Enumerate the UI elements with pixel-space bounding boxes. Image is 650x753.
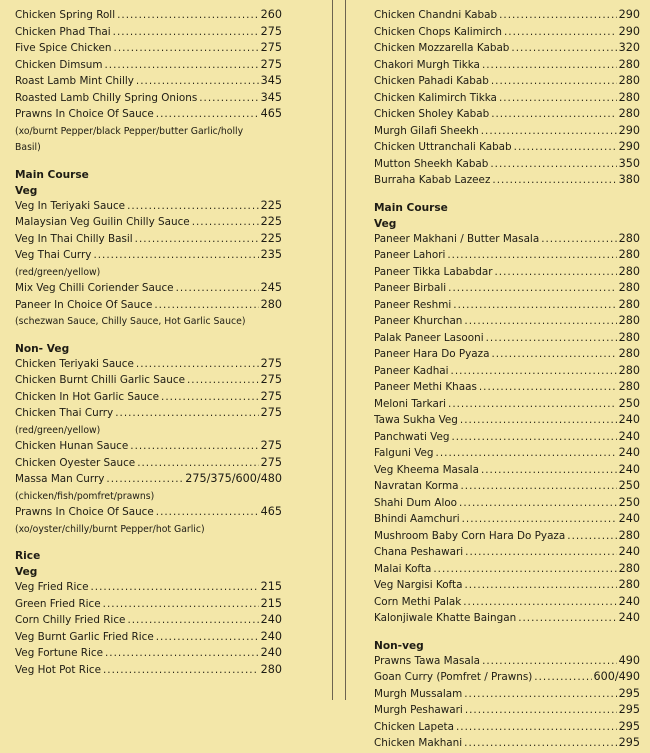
- item-price: 280: [618, 297, 640, 311]
- menu-item-roast-lamb-mint-chilly: [15, 74, 282, 91]
- item-name: Chicken Spring Roll: [15, 9, 116, 21]
- item-price: 240: [618, 512, 640, 525]
- section-gap: [15, 157, 282, 167]
- menu-item-prawns-in-choice-of-sauce: [15, 505, 282, 522]
- menu-item-chicken-chandni-kabab: [374, 8, 640, 25]
- item-name: Falguni Veg: [374, 447, 434, 459]
- dot-leader: [465, 704, 617, 716]
- item-name: Chicken Chandni Kabab: [374, 9, 498, 21]
- menu-item-chicken-pahadi-kabab: [374, 74, 640, 91]
- item-name: Goan Curry (Pomfret / Prawns): [374, 671, 533, 683]
- dot-leader: [106, 473, 183, 485]
- item-price: 345: [260, 90, 282, 104]
- item-price: 280: [618, 314, 640, 327]
- section-heading-rice: Rice: [15, 550, 41, 562]
- item-price: 280: [618, 264, 640, 278]
- menu-item-chicken-chops-kalimirch: [374, 25, 640, 42]
- dot-leader: [514, 141, 617, 153]
- dot-leader: [495, 266, 617, 278]
- item-name: Burraha Kabab Lazeez: [374, 174, 491, 186]
- menu-item-murgh-gilafi-sheekh: [374, 124, 640, 141]
- item-price: 250: [618, 479, 640, 492]
- item-name: Roasted Lamb Chilly Spring Onions: [15, 91, 198, 104]
- item-name: Corn Chilly Fried Rice: [15, 614, 126, 626]
- item-price: 290: [618, 8, 640, 21]
- item-name: Veg In Teriyaki Sauce: [15, 199, 126, 212]
- item-price: 350: [618, 156, 640, 170]
- item-price: 235: [260, 248, 282, 261]
- dot-leader: [136, 75, 259, 87]
- dot-leader: [464, 315, 616, 327]
- menu-item-paneer-reshmi: [374, 298, 640, 315]
- menu-item-falguni-veg: [374, 446, 640, 463]
- item-name: Paneer Tikka Lababdar: [374, 265, 493, 278]
- item-name: Veg Burnt Garlic Fried Rice: [15, 630, 154, 643]
- menu-item-veg-nargisi-kofta: [374, 578, 640, 595]
- section-gap: [15, 331, 282, 341]
- item-note: (red/green/yellow): [15, 266, 101, 278]
- item-note: (xo/burnt Pepper/black Pepper/butter Garlic/holly: [15, 125, 244, 137]
- dot-leader: [567, 530, 616, 542]
- item-price: 290: [618, 24, 640, 38]
- item-name: Chicken Phad Thai: [15, 25, 111, 38]
- dot-leader: [462, 513, 617, 525]
- item-name: Chicken Lapeta: [374, 720, 454, 733]
- item-price: 280: [260, 662, 282, 676]
- menu-item-paneer-methi-khaas: [374, 380, 640, 397]
- item-price: 345: [260, 74, 282, 87]
- menu-item-shahi-dum-aloo: [374, 496, 640, 513]
- item-price: 280: [618, 578, 640, 591]
- item-price: 275: [260, 356, 282, 370]
- item-price: 280: [618, 231, 640, 245]
- dot-leader: [103, 664, 259, 676]
- dot-leader: [486, 332, 617, 344]
- item-name: Malai Kofta: [374, 562, 432, 575]
- item-price: 280: [618, 57, 640, 71]
- dot-leader: [504, 26, 617, 38]
- menu-item-veg-fortune-rice: [15, 646, 282, 663]
- menu-item-chicken-mozzarella-kabab: [374, 41, 640, 58]
- item-name: Chicken Dimsum: [15, 58, 103, 71]
- menu-item-paneer-kadhai: [374, 364, 640, 381]
- menu-item-chicken-phad-thai: [15, 25, 282, 42]
- item-name: Bhindi Aamchuri: [374, 513, 460, 525]
- dot-leader: [105, 647, 259, 659]
- item-price: 240: [618, 462, 640, 476]
- dot-leader: [127, 614, 258, 626]
- item-note: Basil): [15, 142, 41, 153]
- menu-item-veg-burnt-garlic-fried-rice: [15, 630, 282, 647]
- menu-item-paneer-birbali: [374, 281, 640, 298]
- dot-leader: [464, 579, 616, 591]
- menu-item-corn-chilly-fried-rice: [15, 613, 282, 630]
- menu-item-chicken-spring-roll: [15, 8, 282, 25]
- item-price: 465: [260, 107, 282, 120]
- dot-leader: [459, 497, 617, 509]
- item-price: 280: [618, 74, 640, 87]
- dot-leader: [518, 612, 616, 624]
- item-price: 280: [618, 528, 640, 542]
- item-name: Prawns In Choice Of Sauce: [15, 108, 154, 120]
- menu-item-prawns-tawa-masala: [374, 654, 640, 671]
- menu-item-tawa-sukha-veg: [374, 413, 640, 430]
- menu-item-murgh-mussalam: [374, 687, 640, 704]
- item-name: Chakori Murgh Tikka: [374, 58, 480, 71]
- left-column: [15, 8, 282, 679]
- item-name: Chicken Pahadi Kabab: [374, 75, 489, 87]
- section-heading-veg: Veg: [15, 184, 38, 197]
- item-name: Chicken Chops Kalimirch: [374, 25, 502, 38]
- item-price: 490: [618, 653, 640, 667]
- dot-leader: [499, 9, 617, 21]
- item-price: 295: [618, 719, 640, 733]
- item-price: 280: [618, 330, 640, 344]
- dot-leader: [465, 546, 616, 558]
- item-price: 215: [260, 580, 282, 593]
- dot-leader: [156, 108, 259, 120]
- menu-item-kalonjiwale-khatte-baingan: [374, 611, 640, 628]
- item-name: Chicken Uttranchali Kabab: [374, 141, 512, 153]
- dot-leader: [136, 358, 259, 370]
- item-price: 275: [260, 389, 282, 403]
- dot-leader: [453, 299, 616, 311]
- item-price: 250: [618, 396, 640, 410]
- dot-leader: [113, 26, 259, 38]
- dot-leader: [451, 431, 616, 443]
- item-price: 275: [260, 41, 282, 54]
- dot-leader: [499, 92, 617, 104]
- menu-item-bhindi-aamchuri: [374, 512, 640, 529]
- dot-leader: [187, 374, 259, 386]
- menu-item-prawns-in-choice-of-sauce: [15, 107, 282, 124]
- section-heading-veg: Veg: [374, 217, 397, 230]
- menu-item-paneer-makhani-butter-masala: [374, 232, 640, 249]
- item-name: Tawa Sukha Veg: [374, 414, 458, 426]
- dot-leader: [464, 737, 616, 749]
- dot-leader: [541, 233, 616, 245]
- item-name: Paneer Hara Do Pyaza: [374, 348, 490, 360]
- menu-item-chicken-sholey-kabab: [374, 107, 640, 124]
- item-price: 280: [618, 107, 640, 120]
- item-price: 215: [260, 596, 282, 610]
- menu-item-mushroom-baby-corn-hara-do-pyaza: [374, 529, 640, 546]
- menu-item-chicken-burnt-chilli-garlic-sauce: [15, 373, 282, 390]
- item-price: 600/490: [593, 670, 640, 683]
- section-heading-non-veg: Non- Veg: [15, 342, 70, 355]
- dot-leader: [103, 598, 259, 610]
- item-price: 280: [618, 561, 640, 575]
- menu-item-chicken-makhani: [374, 736, 640, 753]
- dot-leader: [130, 440, 258, 452]
- item-name: Veg In Thai Chilly Basil: [15, 232, 133, 245]
- item-name: Mutton Sheekh Kabab: [374, 157, 489, 170]
- menu-item-chicken-oyester-sauce: [15, 456, 282, 473]
- dot-leader: [492, 348, 617, 360]
- dot-leader: [154, 299, 258, 311]
- item-price: 275: [260, 439, 282, 452]
- menu-item-panchwati-veg: [374, 430, 640, 447]
- menu-item-veg-in-teriyaki-sauce: [15, 199, 282, 216]
- item-name: Chicken Mozzarella Kabab: [374, 42, 510, 54]
- item-name: Palak Paneer Lasooni: [374, 331, 484, 344]
- item-price: 380: [618, 173, 640, 186]
- dot-leader: [463, 596, 616, 608]
- dot-leader: [156, 506, 259, 518]
- menu-item-five-spice-chicken: [15, 41, 282, 58]
- dot-leader: [135, 233, 259, 245]
- menu-item-green-fried-rice: [15, 597, 282, 614]
- dot-leader: [448, 282, 617, 294]
- menu-item-veg-in-thai-chilly-basil: [15, 232, 282, 249]
- item-name: Paneer In Choice Of Sauce: [15, 298, 153, 311]
- item-name: Paneer Reshmi: [374, 298, 452, 311]
- menu-item-veg-kheema-masala: [374, 463, 640, 480]
- item-price: 275: [260, 406, 282, 419]
- item-price: 225: [260, 231, 282, 245]
- dot-leader: [448, 398, 617, 410]
- item-name: Prawns In Choice Of Sauce: [15, 506, 154, 518]
- dot-leader: [93, 249, 258, 261]
- dot-leader: [481, 464, 617, 476]
- item-name: Chicken Teriyaki Sauce: [15, 357, 134, 370]
- dot-leader: [137, 457, 258, 469]
- column-divider: [345, 0, 346, 700]
- dot-leader: [105, 59, 259, 71]
- item-price: 240: [618, 611, 640, 624]
- item-price: 280: [618, 363, 640, 377]
- dot-leader: [456, 721, 617, 733]
- item-price: 245: [260, 281, 282, 294]
- menu-item-paneer-tikka-lababdar: [374, 265, 640, 282]
- item-price: 280: [618, 90, 640, 104]
- right-column: [374, 8, 640, 753]
- menu-item-navratan-korma: [374, 479, 640, 496]
- item-name: Meloni Tarkari: [374, 397, 447, 410]
- item-name: Shahi Dum Aloo: [374, 496, 458, 509]
- item-name: Mix Veg Chilli Coriender Sauce: [15, 282, 174, 294]
- dot-leader: [447, 249, 616, 261]
- item-name: Veg Fried Rice: [15, 581, 89, 593]
- item-name: Veg Nargisi Kofta: [374, 579, 463, 591]
- item-name: Chicken Sholey Kabab: [374, 108, 490, 120]
- dot-leader: [433, 563, 616, 575]
- item-price: 240: [618, 413, 640, 426]
- item-name: Paneer Kadhai: [374, 364, 449, 377]
- menu-item-paneer-khurchan: [374, 314, 640, 331]
- menu-item-chicken-in-hot-garlic-sauce: [15, 390, 282, 407]
- item-name: Chicken Thai Curry: [15, 407, 114, 419]
- item-price: 260: [260, 8, 282, 21]
- item-name: Paneer Lahori: [374, 249, 446, 261]
- item-name: Veg Kheema Masala: [374, 463, 479, 476]
- dot-leader: [491, 108, 616, 120]
- item-price: 275: [260, 57, 282, 71]
- dot-leader: [127, 200, 259, 212]
- menu-item-paneer-lahori: [374, 248, 640, 265]
- item-price: 290: [618, 140, 640, 153]
- menu-item-chicken-dimsum: [15, 58, 282, 75]
- item-price: 295: [618, 736, 640, 749]
- item-name: Mushroom Baby Corn Hara Do Pyaza: [374, 529, 566, 542]
- item-price: 275: [260, 24, 282, 38]
- section-gap: [15, 538, 282, 548]
- item-price: 250: [618, 495, 640, 509]
- menu-item-chicken-kalimirch-tikka: [374, 91, 640, 108]
- section-heading-main-course: Main Course: [374, 201, 448, 214]
- dot-leader: [192, 216, 259, 228]
- item-name: Chicken Makhani: [374, 737, 463, 749]
- dot-leader: [156, 631, 259, 643]
- item-name: Chana Peshawari: [374, 546, 464, 558]
- dot-leader: [176, 282, 259, 294]
- item-price: 280: [260, 297, 282, 311]
- item-name: Roast Lamb Mint Chilly: [15, 75, 134, 87]
- item-price: 280: [618, 248, 640, 261]
- section-heading-non-veg: Non-veg: [374, 639, 424, 652]
- dot-leader: [460, 414, 617, 426]
- item-name: Chicken Kalimirch Tikka: [374, 91, 497, 104]
- menu-item-chana-peshawari: [374, 545, 640, 562]
- item-price: 280: [618, 380, 640, 393]
- item-price: 280: [618, 281, 640, 294]
- item-price: 240: [260, 629, 282, 643]
- section-gap: [374, 190, 640, 200]
- menu-item-chicken-thai-curry: [15, 406, 282, 423]
- menu-item-murgh-peshawari: [374, 703, 640, 720]
- item-price: 320: [618, 41, 640, 54]
- item-name: Malaysian Veg Guilin Chilly Sauce: [15, 216, 190, 228]
- item-name: Panchwati Veg: [374, 430, 450, 443]
- menu-item-goan-curry-pomfret-prawns: [374, 670, 640, 687]
- menu-item-mutton-sheekh-kabab: [374, 157, 640, 174]
- dot-leader: [479, 381, 617, 393]
- item-price: 465: [260, 505, 282, 518]
- menu-item-malai-kofta: [374, 562, 640, 579]
- item-price: 240: [618, 446, 640, 459]
- menu-item-malaysian-veg-guilin-chilly-sauce: [15, 215, 282, 232]
- item-note: (schezwan Sauce, Chilly Sauce, Hot Garlic Sauce): [15, 316, 246, 327]
- item-price: 225: [260, 198, 282, 212]
- menu-item-chicken-hunan-sauce: [15, 439, 282, 456]
- item-price: 240: [260, 613, 282, 626]
- menu-item-chicken-uttranchali-kabab: [374, 140, 640, 157]
- dot-leader: [451, 365, 617, 377]
- menu-item-roasted-lamb-chilly-spring-onions: [15, 91, 282, 108]
- item-name: Murgh Gilafi Sheekh: [374, 124, 479, 137]
- item-name: Murgh Peshawari: [374, 704, 463, 716]
- item-name: Five Spice Chicken: [15, 42, 112, 54]
- menu-item-veg-thai-curry: [15, 248, 282, 265]
- dot-leader: [481, 125, 617, 137]
- item-name: Chicken Hunan Sauce: [15, 440, 129, 452]
- dot-leader: [436, 447, 617, 459]
- menu-item-chakori-murgh-tikka: [374, 58, 640, 75]
- menu-item-palak-paneer-lasooni: [374, 331, 640, 348]
- item-name: Paneer Makhani / Butter Masala: [374, 232, 540, 245]
- dot-leader: [90, 581, 258, 593]
- menu-item-mix-veg-chilli-coriender-sauce: [15, 281, 282, 298]
- dot-leader: [482, 59, 617, 71]
- item-note: (chicken/fish/pomfret/prawns): [15, 490, 155, 502]
- menu-item-massa-man-curry: [15, 472, 282, 489]
- menu-item-meloni-tarkari: [374, 397, 640, 414]
- item-price: 225: [260, 215, 282, 228]
- dot-leader: [117, 9, 259, 21]
- menu-item-burraha-kabab-lazeez: [374, 173, 640, 190]
- item-name: Massa Man Curry: [15, 473, 105, 485]
- menu-item-chicken-lapeta: [374, 720, 640, 737]
- item-name: Kalonjiwale Khatte Baingan: [374, 612, 517, 624]
- item-name: Chicken In Hot Garlic Sauce: [15, 390, 160, 403]
- item-price: 295: [618, 703, 640, 716]
- menu-item-paneer-in-choice-of-sauce: [15, 298, 282, 315]
- dot-leader: [161, 391, 259, 403]
- item-price: 275: [260, 455, 282, 469]
- item-name: Chicken Oyester Sauce: [15, 456, 136, 469]
- dot-leader: [492, 174, 616, 186]
- menu-item-veg-fried-rice: [15, 580, 282, 597]
- item-price: 275/375/600/480: [185, 472, 282, 485]
- item-note: (xo/oyster/chilly/burnt Pepper/hot Garlic): [15, 523, 205, 535]
- dot-leader: [461, 480, 617, 492]
- menu-item-corn-methi-palak: [374, 595, 640, 612]
- column-divider: [332, 0, 333, 700]
- item-name: Murgh Mussalam: [374, 687, 463, 700]
- item-price: 240: [618, 594, 640, 608]
- section-gap: [374, 628, 640, 638]
- item-name: Prawns Tawa Masala: [374, 654, 481, 667]
- item-name: Paneer Birbali: [374, 282, 447, 294]
- dot-leader: [199, 92, 258, 104]
- item-name: Navratan Korma: [374, 480, 459, 492]
- dot-leader: [482, 655, 617, 667]
- dot-leader: [490, 158, 616, 170]
- item-name: Veg Hot Pot Rice: [15, 663, 101, 676]
- dot-leader: [534, 671, 591, 683]
- item-price: 240: [260, 646, 282, 659]
- dot-leader: [115, 407, 258, 419]
- menu-item-chicken-teriyaki-sauce: [15, 357, 282, 374]
- item-price: 240: [618, 429, 640, 443]
- item-name: Chicken Burnt Chilli Garlic Sauce: [15, 374, 185, 386]
- section-heading-veg: Veg: [15, 566, 38, 578]
- dot-leader: [511, 42, 616, 54]
- item-name: Green Fried Rice: [15, 597, 101, 610]
- item-price: 295: [618, 686, 640, 700]
- item-name: Paneer Methi Khaas: [374, 381, 477, 393]
- section-heading-main-course: Main Course: [15, 168, 89, 181]
- dot-leader: [114, 42, 259, 54]
- item-name: Veg Fortune Rice: [15, 647, 103, 659]
- item-name: Veg Thai Curry: [15, 249, 92, 261]
- menu-item-veg-hot-pot-rice: [15, 663, 282, 680]
- menu-item-paneer-hara-do-pyaza: [374, 347, 640, 364]
- dot-leader: [464, 688, 616, 700]
- dot-leader: [491, 75, 617, 87]
- item-name: Paneer Khurchan: [374, 315, 463, 327]
- item-price: 280: [618, 347, 640, 360]
- item-note: (red/green/yellow): [15, 424, 101, 436]
- item-price: 275: [260, 373, 282, 386]
- item-price: 290: [618, 123, 640, 137]
- item-price: 240: [618, 545, 640, 558]
- item-name: Corn Methi Palak: [374, 595, 462, 608]
